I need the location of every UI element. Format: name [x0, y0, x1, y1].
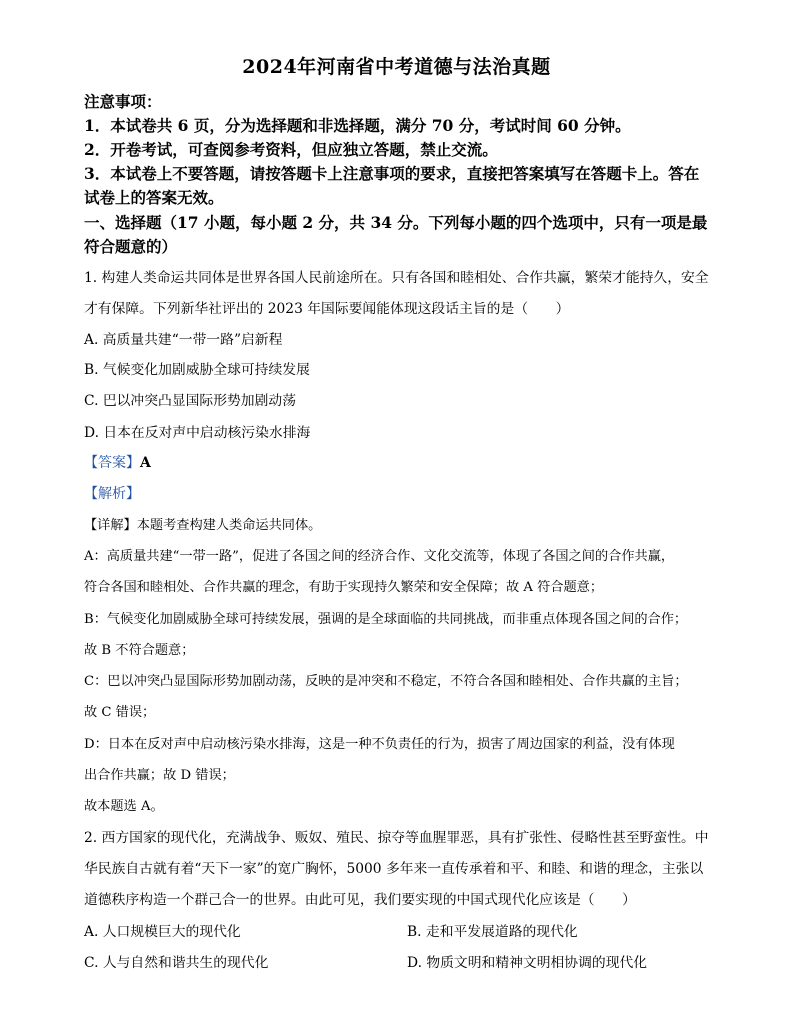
notice-item-3: 3．本试卷上不要答题，请按答题卡上注意事项的要求，直接把答案填写在答题卡上。答在 [84, 164, 700, 183]
q1-analysis-tag: 【解析】 [84, 486, 140, 502]
notice-item-2: 2．开卷考试，可查阅参考资料，但应独立答题，禁止交流。 [84, 140, 498, 159]
q2-option-a: A. 人口规模巨大的现代化 [84, 924, 241, 940]
q2-stem-cont: 道德秩序构造一个群己合一的世界。由此可见，我们要实现的中国式现代化应该是（ ） [84, 892, 636, 908]
q1-detail-line: B：气候变化加剧威胁全球可持续发展，强调的是全球面临的共同挑战，而非重点体现各国之间的合作； [84, 612, 688, 627]
q1-conclusion: 故本题选 A。 [84, 799, 164, 814]
q1-detail-line: 故 C 错误； [84, 705, 156, 720]
page-title: 2024年河南省中考道德与法治真题 [242, 56, 551, 78]
q1-option-c: C. 巴以冲突凸显国际形势加剧动荡 [84, 393, 296, 409]
notice-item-3-cont: 试卷上的答案无效。 [84, 188, 224, 207]
q1-option-d: D. 日本在反对声中启动核污染水排海 [84, 425, 311, 441]
section-heading: 一、选择题（17 小题，每小题 2 分，共 34 分。下列每小题的四个选项中，只有一项是最 [84, 213, 708, 232]
section-heading-cont: 符合题意的） [84, 237, 178, 256]
answer-value: A [140, 455, 151, 471]
q1-detail-line: 出合作共赢；故 D 错误； [84, 768, 235, 783]
q1-detail-line: 【详解】本题考查构建人类命运共同体。 [84, 518, 322, 533]
q1-option-b: B. 气候变化加剧威胁全球可持续发展 [84, 362, 310, 378]
q1-stem: 1. 构建人类命运共同体是世界各国人民前途所在。只有各国和睦相处、合作共赢，繁荣才能持久，安全 [84, 270, 709, 286]
q1-detail-line: 符合各国和睦相处、合作共赢的理念，有助于实现持久繁荣和安全保障；故 A 符合题意； [84, 580, 604, 595]
q2-stem: 2. 西方国家的现代化，充满战争、贩奴、殖民、掠夺等血腥罪恶，具有扩张性、侵略性甚至野蛮性。中 [84, 830, 709, 846]
q2-option-b: B. 走和平发展道路的现代化 [407, 924, 578, 940]
q1-answer [84, 452, 151, 472]
notice-item-1: 1．本试卷共 6 页，分为选择题和非选择题，满分 70 分，考试时间 60 分钟。 [84, 116, 631, 135]
q1-detail-line: D：日本在反对声中启动核污染水排海，这是一种不负责任的行为，损害了周边国家的利益，没有体现 [84, 737, 675, 752]
q2-stem-cont: 华民族自古就有着“天下一家”的宽广胸怀，5000 多年来一直传承着和平、和睦、和谐的理念，主张以 [84, 861, 704, 877]
q1-detail-line: 故 B 不符合题意； [84, 643, 195, 658]
q1-option-a: A. 高质量共建“一带一路”启新程 [84, 332, 283, 348]
q2-option-c: C. 人与自然和谐共生的现代化 [84, 955, 269, 971]
answer-tag: 【答案】 [84, 455, 140, 471]
notice-heading: 注意事项： [84, 92, 162, 111]
q2-option-d: D. 物质文明和精神文明相协调的现代化 [407, 955, 648, 971]
q1-stem-cont: 才有保障。下列新华社评出的 2023 年国际要闻能体现这段话主旨的是（ ） [84, 301, 570, 317]
q1-detail-line: A：高质量共建“一带一路”，促进了各国之间的经济合作、文化交流等，体现了各国之间的合作共赢， [84, 549, 675, 564]
q1-detail-line: C：巴以冲突凸显国际形势加剧动荡，反映的是冲突和不稳定，不符合各国和睦相处、合作共赢的主旨； [84, 674, 688, 689]
